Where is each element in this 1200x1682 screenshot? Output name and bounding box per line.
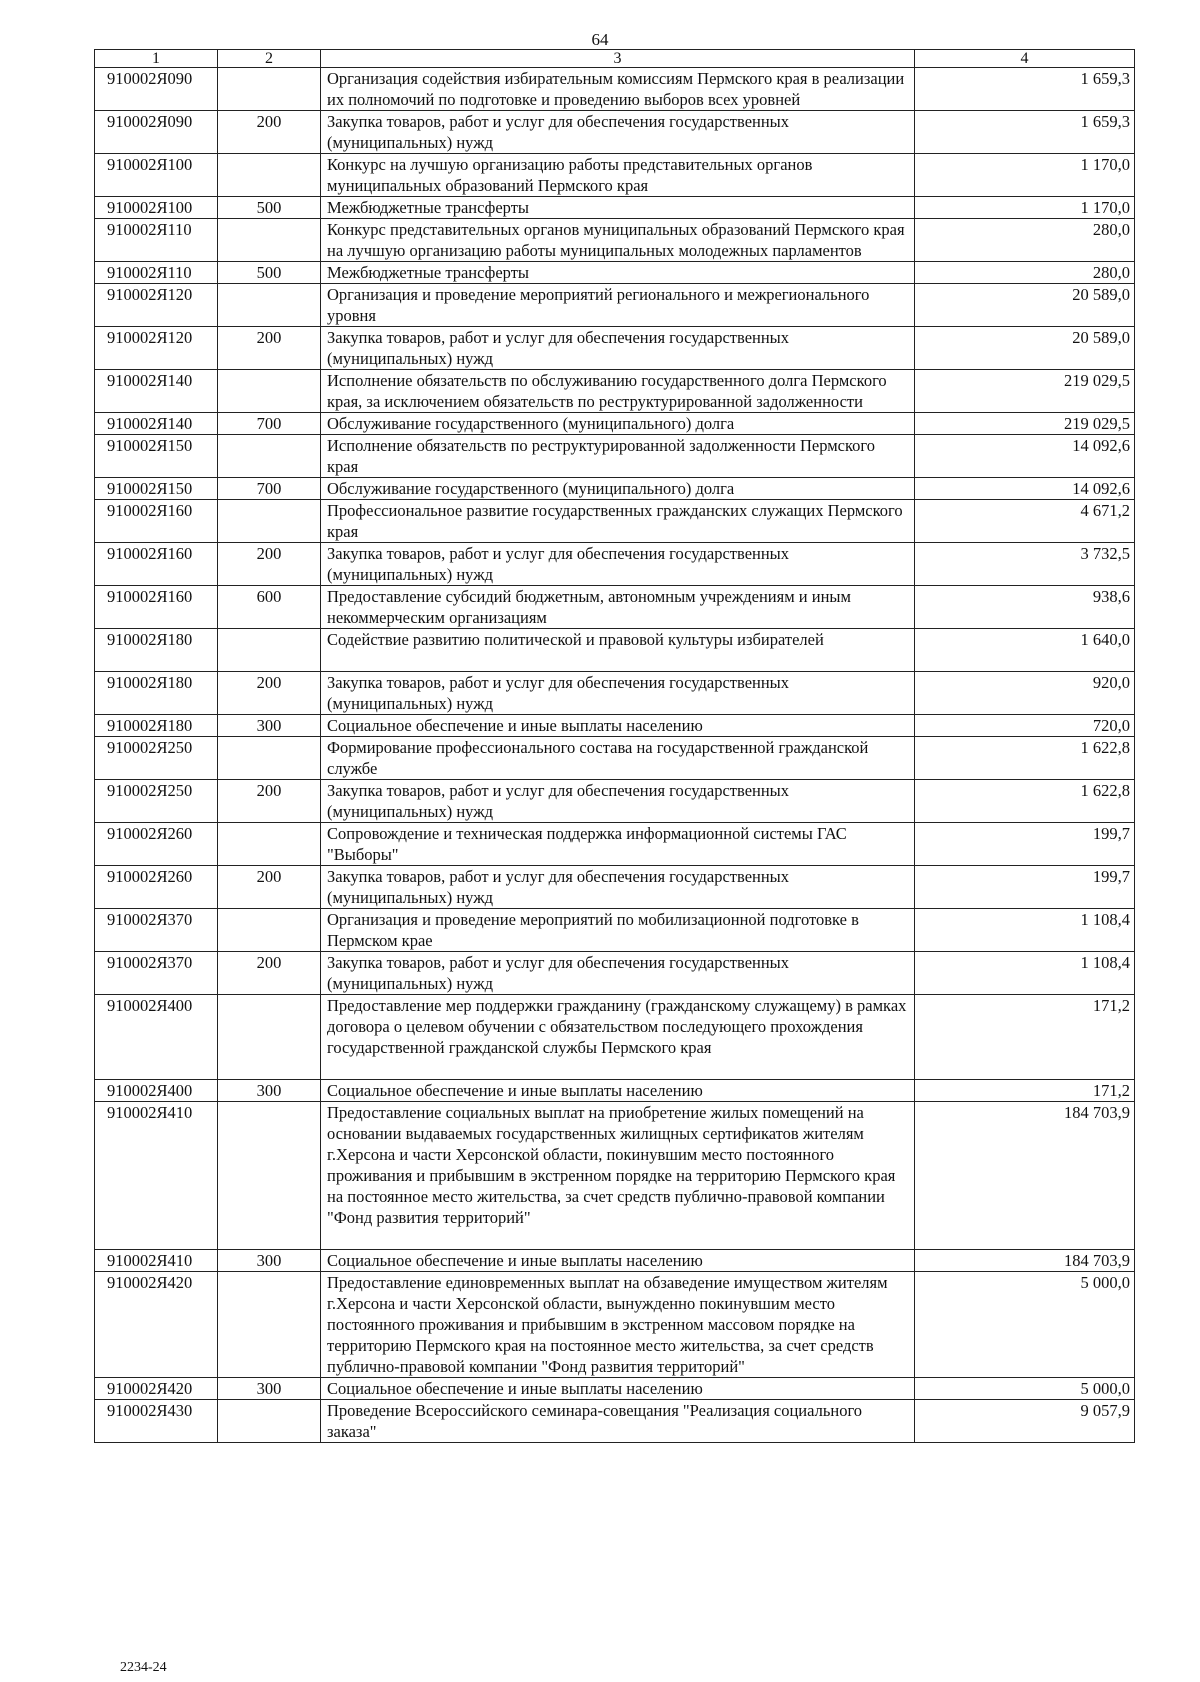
target-code-cell: 910002Я160 xyxy=(95,543,218,586)
description-cell: Проведение Всероссийского семинара-совещания "Реализация социального заказа" xyxy=(321,1400,915,1443)
table-row xyxy=(95,284,1135,327)
description-cell: Конкурс представительных органов муниципальных образований Пермского края на лучшую организацию работы муниципальных молодежных парламентов xyxy=(321,219,915,262)
table-row xyxy=(95,586,1135,629)
table-row xyxy=(95,68,1135,111)
amount-cell: 184 703,9 xyxy=(915,1102,1135,1250)
budget-table xyxy=(94,49,1135,1443)
table-row xyxy=(95,1102,1135,1250)
description-cell: Межбюджетные трансферты xyxy=(321,262,915,284)
amount-cell: 4 671,2 xyxy=(915,500,1135,543)
amount-cell: 14 092,6 xyxy=(915,435,1135,478)
amount-cell: 20 589,0 xyxy=(915,284,1135,327)
description-cell: Предоставление единовременных выплат на обзаведение имуществом жителям г.Херсона и части Херсонской области, вынужденно покинувшим место постоянного проживания и прибывшим в экстренном массовом порядке на территорию Пермского края на постоянное место жительства, за счет средств публично-правовой компании "Фонд развития территорий" xyxy=(321,1272,915,1378)
table-row xyxy=(95,715,1135,737)
target-code-cell: 910002Я410 xyxy=(95,1250,218,1272)
amount-cell: 199,7 xyxy=(915,823,1135,866)
target-code-cell: 910002Я180 xyxy=(95,672,218,715)
description-cell: Содействие развитию политической и правовой культуры избирателей xyxy=(321,629,915,672)
table-row xyxy=(95,866,1135,909)
table-body xyxy=(95,68,1135,1443)
target-code-cell: 910002Я250 xyxy=(95,780,218,823)
amount-cell: 199,7 xyxy=(915,866,1135,909)
column-header-1: 1 xyxy=(95,50,218,68)
expense-type-cell: 500 xyxy=(218,197,321,219)
table-row xyxy=(95,909,1135,952)
description-cell: Закупка товаров, работ и услуг для обеспечения государственных (муниципальных) нужд xyxy=(321,327,915,370)
target-code-cell: 910002Я430 xyxy=(95,1400,218,1443)
target-code-cell: 910002Я150 xyxy=(95,478,218,500)
description-cell: Закупка товаров, работ и услуг для обеспечения государственных (муниципальных) нужд xyxy=(321,111,915,154)
amount-cell: 1 622,8 xyxy=(915,737,1135,780)
target-code-cell: 910002Я400 xyxy=(95,995,218,1080)
table-row xyxy=(95,737,1135,780)
amount-cell: 5 000,0 xyxy=(915,1272,1135,1378)
expense-type-cell xyxy=(218,737,321,780)
expense-type-cell: 200 xyxy=(218,672,321,715)
description-cell: Закупка товаров, работ и услуг для обеспечения государственных (муниципальных) нужд xyxy=(321,780,915,823)
target-code-cell: 910002Я260 xyxy=(95,866,218,909)
target-code-cell: 910002Я120 xyxy=(95,284,218,327)
description-cell: Профессиональное развитие государственных гражданских служащих Пермского края xyxy=(321,500,915,543)
target-code-cell: 910002Я180 xyxy=(95,715,218,737)
target-code-cell: 910002Я180 xyxy=(95,629,218,672)
target-code-cell: 910002Я120 xyxy=(95,327,218,370)
table-row xyxy=(95,370,1135,413)
description-cell: Исполнение обязательств по обслуживанию государственного долга Пермского края, за исключением обязательств по реструктурированной задолженности xyxy=(321,370,915,413)
expense-type-cell: 300 xyxy=(218,1250,321,1272)
target-code-cell: 910002Я420 xyxy=(95,1378,218,1400)
description-cell: Социальное обеспечение и иные выплаты населению xyxy=(321,1250,915,1272)
table-row xyxy=(95,327,1135,370)
expense-type-cell xyxy=(218,435,321,478)
column-header-2: 2 xyxy=(218,50,321,68)
target-code-cell: 910002Я420 xyxy=(95,1272,218,1378)
amount-cell: 219 029,5 xyxy=(915,413,1135,435)
table-row xyxy=(95,1400,1135,1443)
amount-cell: 280,0 xyxy=(915,219,1135,262)
table-row xyxy=(95,197,1135,219)
target-code-cell: 910002Я250 xyxy=(95,737,218,780)
amount-cell: 1 640,0 xyxy=(915,629,1135,672)
description-cell: Предоставление субсидий бюджетным, автономным учреждениям и иным некоммерческим организациям xyxy=(321,586,915,629)
description-cell: Закупка товаров, работ и услуг для обеспечения государственных (муниципальных) нужд xyxy=(321,543,915,586)
amount-cell: 1 659,3 xyxy=(915,111,1135,154)
expense-type-cell xyxy=(218,370,321,413)
expense-type-cell xyxy=(218,284,321,327)
amount-cell: 3 732,5 xyxy=(915,543,1135,586)
target-code-cell: 910002Я410 xyxy=(95,1102,218,1250)
amount-cell: 219 029,5 xyxy=(915,370,1135,413)
description-cell: Закупка товаров, работ и услуг для обеспечения государственных (муниципальных) нужд xyxy=(321,672,915,715)
amount-cell: 280,0 xyxy=(915,262,1135,284)
target-code-cell: 910002Я150 xyxy=(95,435,218,478)
expense-type-cell: 200 xyxy=(218,543,321,586)
expense-type-cell: 200 xyxy=(218,327,321,370)
expense-type-cell: 200 xyxy=(218,111,321,154)
table-row xyxy=(95,413,1135,435)
table-row xyxy=(95,1080,1135,1102)
page-number: 64 xyxy=(591,30,609,49)
table-row xyxy=(95,111,1135,154)
expense-type-cell xyxy=(218,909,321,952)
expense-type-cell: 200 xyxy=(218,866,321,909)
description-cell: Организация содействия избирательным комиссиям Пермского края в реализации их полномочий по подготовке и проведению выборов всех уровней xyxy=(321,68,915,111)
amount-cell: 171,2 xyxy=(915,1080,1135,1102)
table-row xyxy=(95,154,1135,197)
description-cell: Организация и проведение мероприятий по мобилизационной подготовке в Пермском крае xyxy=(321,909,915,952)
expense-type-cell xyxy=(218,219,321,262)
table-row xyxy=(95,780,1135,823)
description-cell: Межбюджетные трансферты xyxy=(321,197,915,219)
expense-type-cell: 200 xyxy=(218,780,321,823)
description-cell: Организация и проведение мероприятий регионального и межрегионального уровня xyxy=(321,284,915,327)
expense-type-cell xyxy=(218,500,321,543)
expense-type-cell: 200 xyxy=(218,952,321,995)
amount-cell: 1 170,0 xyxy=(915,197,1135,219)
description-cell: Сопровождение и техническая поддержка информационной системы ГАС "Выборы" xyxy=(321,823,915,866)
table-row xyxy=(95,995,1135,1080)
table-row xyxy=(95,543,1135,586)
amount-cell: 9 057,9 xyxy=(915,1400,1135,1443)
expense-type-cell: 700 xyxy=(218,478,321,500)
amount-cell: 171,2 xyxy=(915,995,1135,1080)
expense-type-cell: 300 xyxy=(218,1378,321,1400)
table-row xyxy=(95,219,1135,262)
target-code-cell: 910002Я110 xyxy=(95,219,218,262)
target-code-cell: 910002Я400 xyxy=(95,1080,218,1102)
expense-type-cell: 700 xyxy=(218,413,321,435)
table-row xyxy=(95,672,1135,715)
description-cell: Закупка товаров, работ и услуг для обеспечения государственных (муниципальных) нужд xyxy=(321,866,915,909)
table-row xyxy=(95,823,1135,866)
description-cell: Предоставление социальных выплат на приобретение жилых помещений на основании выдаваемых государственных жилищных сертификатов жителям г.Херсона и части Херсонской области, покинувшим место постоянного проживания и прибывшим в экстренном порядке на территорию Пермского края на постоянное место жительства, за счет средств публично-правовой компании "Фонд развития территорий" xyxy=(321,1102,915,1250)
amount-cell: 938,6 xyxy=(915,586,1135,629)
target-code-cell: 910002Я260 xyxy=(95,823,218,866)
table-row xyxy=(95,1378,1135,1400)
expense-type-cell xyxy=(218,629,321,672)
description-cell: Социальное обеспечение и иные выплаты населению xyxy=(321,1080,915,1102)
table-row xyxy=(95,478,1135,500)
amount-cell: 14 092,6 xyxy=(915,478,1135,500)
description-cell: Закупка товаров, работ и услуг для обеспечения государственных (муниципальных) нужд xyxy=(321,952,915,995)
expense-type-cell: 300 xyxy=(218,715,321,737)
description-cell: Исполнение обязательств по реструктурированной задолженности Пермского края xyxy=(321,435,915,478)
target-code-cell: 910002Я110 xyxy=(95,262,218,284)
table-row xyxy=(95,1272,1135,1378)
expense-type-cell xyxy=(218,1400,321,1443)
table-row xyxy=(95,1250,1135,1272)
target-code-cell: 910002Я100 xyxy=(95,154,218,197)
target-code-cell: 910002Я140 xyxy=(95,370,218,413)
target-code-cell: 910002Я090 xyxy=(95,111,218,154)
target-code-cell: 910002Я090 xyxy=(95,68,218,111)
amount-cell: 1 108,4 xyxy=(915,952,1135,995)
table-row xyxy=(95,629,1135,672)
expense-type-cell xyxy=(218,1272,321,1378)
expense-type-cell: 600 xyxy=(218,586,321,629)
amount-cell: 720,0 xyxy=(915,715,1135,737)
amount-cell: 1 659,3 xyxy=(915,68,1135,111)
amount-cell: 20 589,0 xyxy=(915,327,1135,370)
expense-type-cell: 500 xyxy=(218,262,321,284)
target-code-cell: 910002Я160 xyxy=(95,500,218,543)
table-row xyxy=(95,952,1135,995)
table-row xyxy=(95,435,1135,478)
description-cell: Предоставление мер поддержки гражданину (гражданскому служащему) в рамках договора о целевом обучении с обязательством последующего прохождения государственной гражданской службы Пермского края xyxy=(321,995,915,1080)
target-code-cell: 910002Я140 xyxy=(95,413,218,435)
amount-cell: 5 000,0 xyxy=(915,1378,1135,1400)
table-row xyxy=(95,500,1135,543)
description-cell: Обслуживание государственного (муниципального) долга xyxy=(321,478,915,500)
description-cell: Конкурс на лучшую организацию работы представительных органов муниципальных образований Пермского края xyxy=(321,154,915,197)
amount-cell: 184 703,9 xyxy=(915,1250,1135,1272)
column-header-3: 3 xyxy=(321,50,915,68)
description-cell: Формирование профессионального состава на государственной гражданской службе xyxy=(321,737,915,780)
amount-cell: 1 108,4 xyxy=(915,909,1135,952)
amount-cell: 1 170,0 xyxy=(915,154,1135,197)
amount-cell: 920,0 xyxy=(915,672,1135,715)
target-code-cell: 910002Я370 xyxy=(95,909,218,952)
target-code-cell: 910002Я100 xyxy=(95,197,218,219)
expense-type-cell xyxy=(218,154,321,197)
table-row xyxy=(95,262,1135,284)
column-header-4: 4 xyxy=(915,50,1135,68)
target-code-cell: 910002Я370 xyxy=(95,952,218,995)
description-cell: Социальное обеспечение и иные выплаты населению xyxy=(321,1378,915,1400)
table-header-row xyxy=(95,50,1135,68)
expense-type-cell xyxy=(218,68,321,111)
expense-type-cell xyxy=(218,995,321,1080)
description-cell: Социальное обеспечение и иные выплаты населению xyxy=(321,715,915,737)
expense-type-cell xyxy=(218,1102,321,1250)
expense-type-cell: 300 xyxy=(218,1080,321,1102)
description-cell: Обслуживание государственного (муниципального) долга xyxy=(321,413,915,435)
target-code-cell: 910002Я160 xyxy=(95,586,218,629)
document-code: 2234-24 xyxy=(120,1660,167,1675)
expense-type-cell xyxy=(218,823,321,866)
amount-cell: 1 622,8 xyxy=(915,780,1135,823)
